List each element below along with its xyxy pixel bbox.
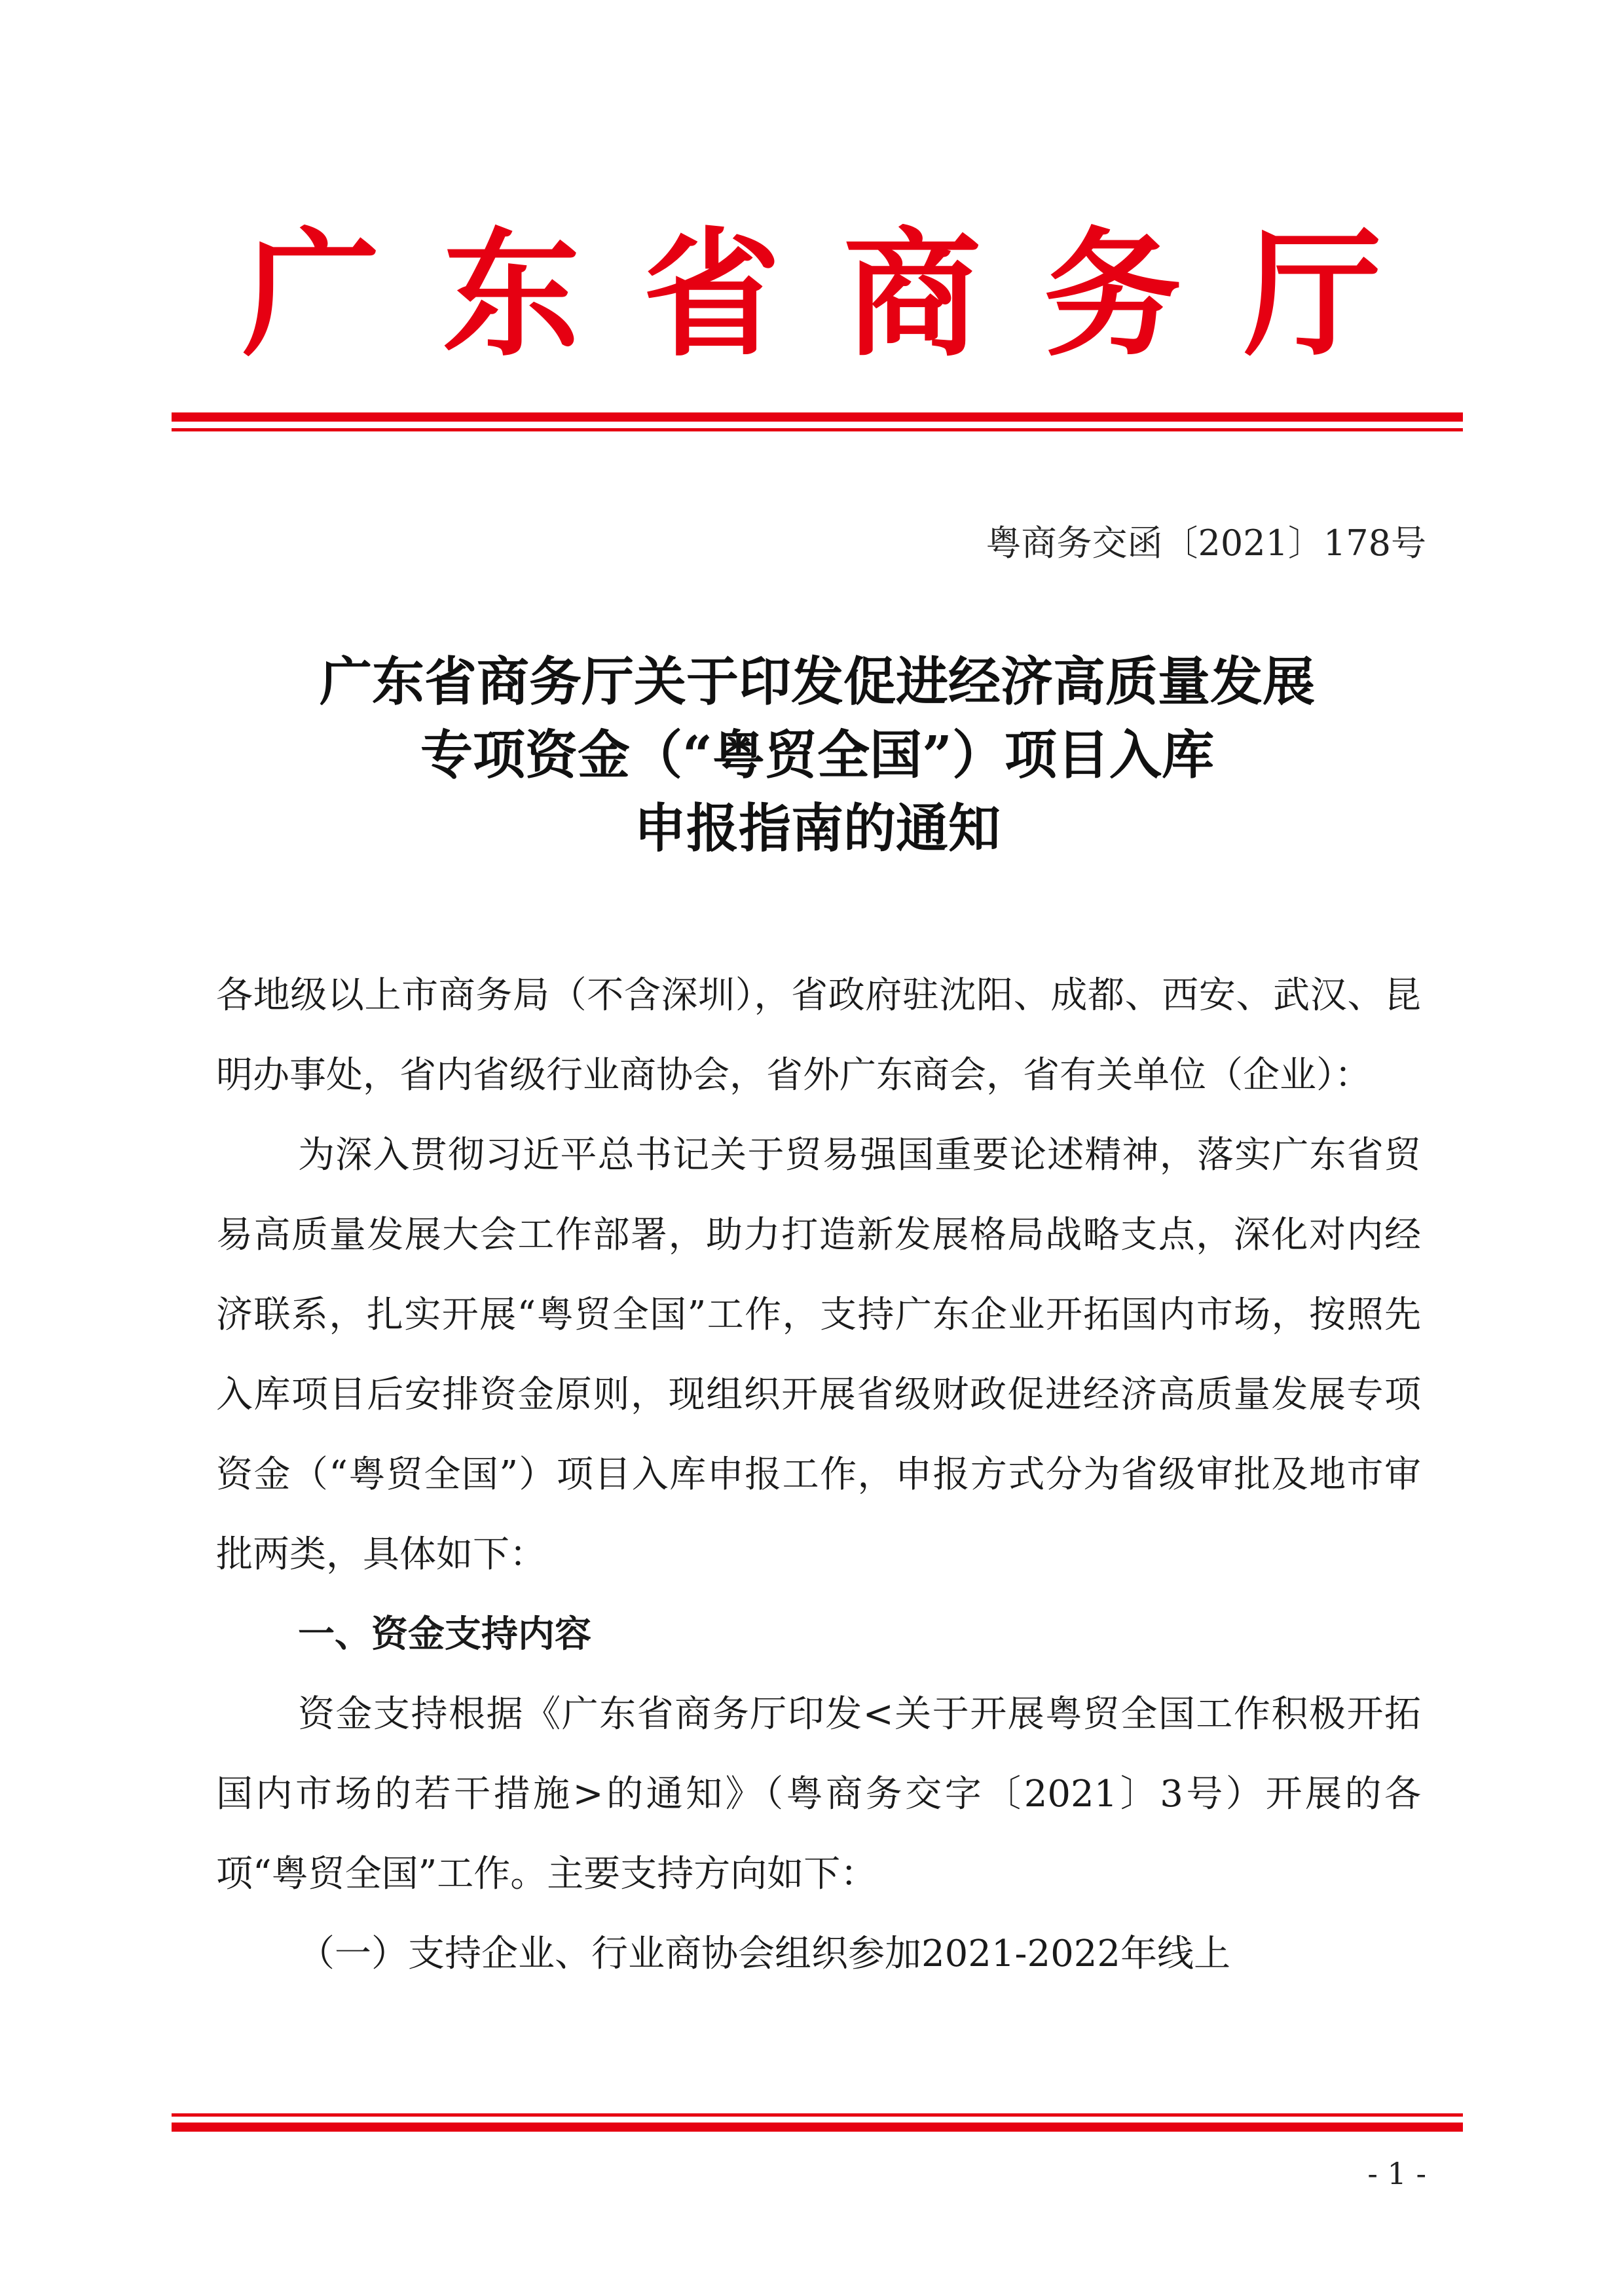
header-rule-thin [172, 428, 1463, 431]
recipients: 各地级以上市商务局（不含深圳），省政府驻沈阳、成都、西安、武汉、昆明办事处，省内省级行业商协会，省外广东商会，省有关单位（企业）： [216, 974, 1421, 1097]
page-number: - 1 - [1367, 2156, 1426, 2191]
section-1-paragraph: 资金支持根据《广东省商务厅印发<关于开展粤贸全国工作积极开拓国内市场的若干措施>的通知》（粤商务交字〔2021〕3号）开展的各项“粤贸全国”工作。主要支持方向如下： [216, 1693, 1421, 1895]
intro-paragraph: 为深入贯彻习近平总书记关于贸易强国重要论述精神，落实广东省贸易高质量发展大会工作部署，助力打造新发展格局战略支点，深化对内经济联系，扎实开展“粤贸全国”工作，支持广东企业开拓国内市场，按照先入库项目后安排资金原则，现组织开展省级财政促进经济高质量发展专项资金（“粤贸全国”）项目入库申报工作，申报方式分为省级审批及地市审批两类，具体如下： [216, 1134, 1421, 1576]
header-rule-thick [172, 412, 1463, 422]
footer-rule-thin [172, 2113, 1463, 2117]
footer-rule-thick [172, 2123, 1463, 2132]
section-heading-1: 一、资金支持内容 [298, 1613, 591, 1656]
masthead-title: 广东省商务厅 [242, 213, 1445, 375]
document-body [216, 956, 1421, 1994]
list-item-1: （一）支持企业、行业商协会组织参加2021-2022年线上 [298, 1933, 1230, 1975]
title-line-3: 申报指南的通知 [634, 797, 1001, 859]
document-title [172, 645, 1463, 865]
title-line-2: 专项资金（“粤贸全国”）项目入库 [420, 724, 1215, 786]
title-line-1: 广东省商务厅关于印发促进经济高质量发展 [320, 651, 1315, 712]
document-number: 粤商务交函〔2021〕178号 [986, 522, 1426, 564]
